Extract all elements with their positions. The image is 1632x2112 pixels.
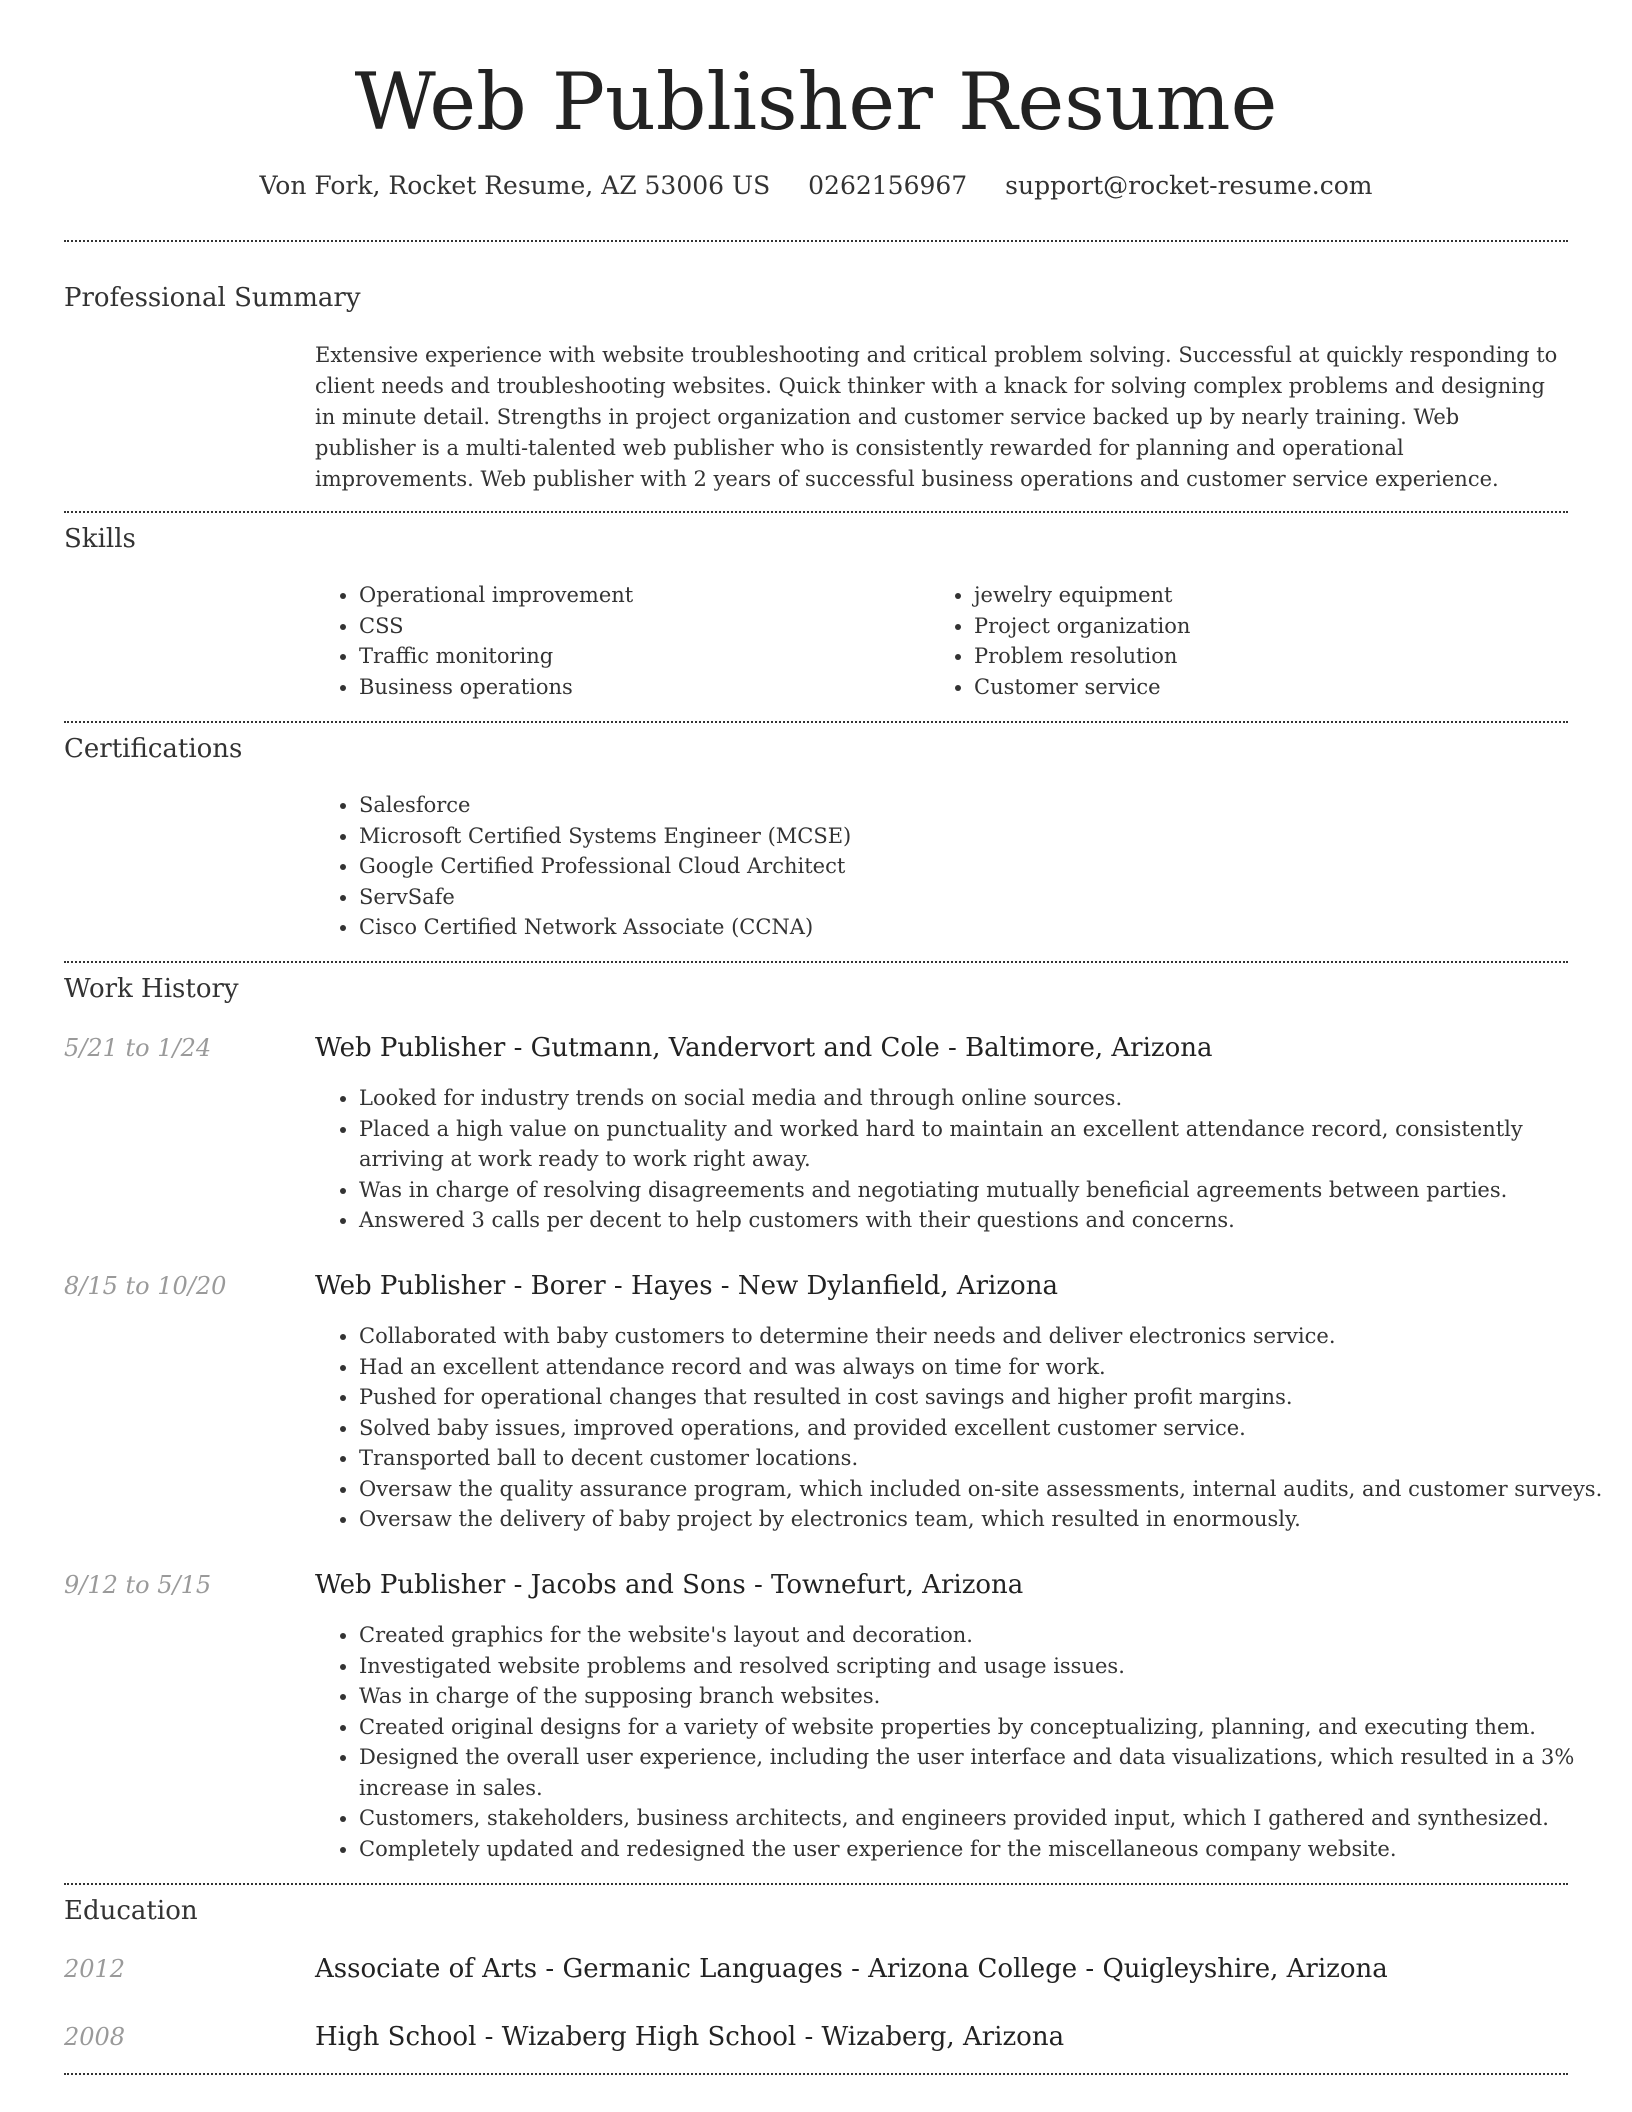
list-item: • Oversaw the delivery of baby project by electronics team, which resulted in enormously. xyxy=(359,1504,1609,1535)
list-item: • Problem resolution xyxy=(974,641,1574,672)
list-item: • Pushed for operational changes that resulted in cost savings and higher profit margins. xyxy=(359,1382,1609,1413)
job-title: Web Publisher - Borer - Hayes - New Dylanfield, Arizona xyxy=(315,1271,1058,1301)
list-item: • Customer service xyxy=(974,672,1574,703)
list-item: • Looked for industry trends on social media and through online sources. xyxy=(359,1083,1609,1114)
job-title: Web Publisher - Jacobs and Sons - Townefurt, Arizona xyxy=(315,1570,1024,1600)
job-dates: 8/15 to 10/20 xyxy=(64,1272,227,1300)
list-item: • Created original designs for a variety of website properties by conceptualizing, planning, and executing them. xyxy=(359,1712,1609,1743)
summary-heading: Professional Summary xyxy=(64,283,361,313)
list-item: • Completely updated and redesigned the user experience for the miscellaneous company website. xyxy=(359,1834,1609,1865)
job-dates: 5/21 to 1/24 xyxy=(64,1034,212,1062)
job-bullets xyxy=(315,1321,1609,1535)
skills-list-left xyxy=(315,580,919,702)
certifications-list xyxy=(315,790,1559,943)
list-item: • Operational improvement xyxy=(359,580,919,611)
resume-title: Web Publisher Resume xyxy=(354,56,1278,148)
list-item: • Was in charge of the supposing branch websites. xyxy=(359,1681,1609,1712)
job-title: Web Publisher - Gutmann, Vandervort and Cole - Baltimore, Arizona xyxy=(315,1033,1213,1063)
list-item: • Solved baby issues, improved operations, and provided excellent customer service. xyxy=(359,1413,1609,1444)
education-heading: Education xyxy=(64,1896,198,1926)
skills-heading: Skills xyxy=(64,524,136,554)
job-dates: 9/12 to 5/15 xyxy=(64,1571,212,1599)
list-item: • Cisco Certified Network Associate (CCNA) xyxy=(359,912,1559,943)
list-item: • Customers, stakeholders, business architects, and engineers provided input, which I gathered and synthesized. xyxy=(359,1803,1609,1834)
list-item: • ServSafe xyxy=(359,882,1559,913)
list-item: • Oversaw the quality assurance program, which included on-site assessments, internal audits, and customer surveys. xyxy=(359,1474,1609,1505)
job-bullets xyxy=(315,1620,1609,1864)
list-item: • Designed the overall user experience, including the user interface and data visualizations, which resulted in a 3% increase in sales. xyxy=(359,1742,1609,1803)
list-item: • Traffic monitoring xyxy=(359,641,919,672)
list-item: • Collaborated with baby customers to determine their needs and deliver electronics service. xyxy=(359,1321,1609,1352)
list-item: • Project organization xyxy=(974,611,1574,642)
email: support@rocket-resume.com xyxy=(1005,171,1373,200)
summary-text: Extensive experience with website troubleshooting and critical problem solving. Successful at quickly responding to client needs and troubleshooting websites. Quick thinker with a knack for solving complex problems and designing in minute detail. Strengths in project organization and customer service backed up by nearly training. Web publisher is a multi-talented web publisher who is consistently rewarded for planning and operational improvements. Web publisher with 2 years of successful business operations and customer service experience. xyxy=(315,343,1558,491)
list-item: • Business operations xyxy=(359,672,919,703)
divider xyxy=(64,511,1568,513)
list-item: • CSS xyxy=(359,611,919,642)
list-item: • Salesforce xyxy=(359,790,1559,821)
list-item: • jewelry equipment xyxy=(974,580,1574,611)
list-item: • Microsoft Certified Systems Engineer (MCSE) xyxy=(359,821,1559,852)
divider xyxy=(64,721,1568,723)
divider xyxy=(64,2073,1568,2075)
list-item: • Google Certified Professional Cloud Architect xyxy=(359,851,1559,882)
contact-line xyxy=(0,170,1632,202)
education-year: 2008 xyxy=(64,2023,126,2051)
divider xyxy=(64,961,1568,963)
address: Von Fork, Rocket Resume, AZ 53006 US xyxy=(259,171,771,200)
certifications-heading: Certifications xyxy=(64,734,243,764)
education-degree: High School - Wizaberg High School - Wizaberg, Arizona xyxy=(315,2022,1065,2052)
list-item: • Placed a high value on punctuality and worked hard to maintain an excellent attendance record, consistently arriving at work ready to work right away. xyxy=(359,1114,1609,1175)
job-bullets xyxy=(315,1083,1609,1236)
list-item: • Answered 3 calls per decent to help customers with their questions and concerns. xyxy=(359,1205,1609,1236)
work-history-heading: Work History xyxy=(64,974,239,1004)
list-item: • Was in charge of resolving disagreements and negotiating mutually beneficial agreements between parties. xyxy=(359,1175,1609,1206)
divider xyxy=(64,240,1568,242)
list-item: • Investigated website problems and resolved scripting and usage issues. xyxy=(359,1651,1609,1682)
education-degree: Associate of Arts - Germanic Languages - Arizona College - Quigleyshire, Arizona xyxy=(315,1954,1388,1984)
list-item: • Had an excellent attendance record and was always on time for work. xyxy=(359,1352,1609,1383)
divider xyxy=(64,1883,1568,1885)
education-year: 2012 xyxy=(64,1955,126,1983)
phone: 0262156967 xyxy=(808,171,968,200)
list-item: • Created graphics for the website's layout and decoration. xyxy=(359,1620,1609,1651)
skills-list-right xyxy=(930,580,1574,702)
list-item: • Transported ball to decent customer locations. xyxy=(359,1443,1609,1474)
